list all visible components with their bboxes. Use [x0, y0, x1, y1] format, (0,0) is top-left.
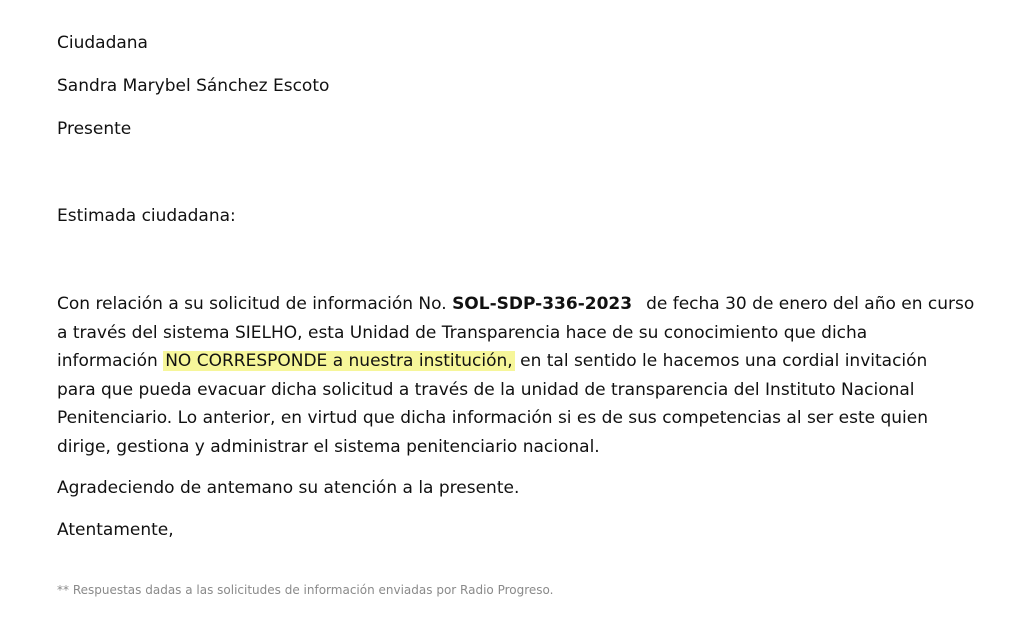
presente-label: Presente	[57, 119, 132, 139]
body-line-1	[57, 290, 987, 319]
body-paragraph	[57, 290, 987, 461]
closing-line: Atentamente,	[57, 520, 174, 540]
body-line-1-pre: Con relación a su solicitud de información No.	[57, 294, 453, 314]
body-line-3-pre: información	[57, 351, 164, 371]
greeting: Estimada ciudadana:	[57, 206, 236, 226]
salutation-title: Ciudadana	[57, 33, 148, 53]
body-line-3	[57, 347, 987, 376]
thanks-line: Agradeciendo de antemano su atención a la presente.	[57, 478, 520, 498]
body-line-4: para que pueda evacuar dicha solicitud a través de la unidad de transparencia del Instituto Nacional	[57, 379, 915, 400]
body-line-6: dirige, gestiona y administrar el sistema penitenciario nacional.	[57, 436, 600, 457]
body-line-1-post: de fecha 30 de enero del año en curso	[646, 294, 975, 314]
body-line-5: Penitenciario. Lo anterior, en virtud que dicha información si es de sus competencias al ser este quien	[57, 408, 929, 428]
footnote: ** Respuestas dadas a las solicitudes de información enviadas por Radio Progreso.	[57, 583, 554, 597]
recipient-name: Sandra Marybel Sánchez Escoto	[57, 76, 330, 96]
highlighted-text: NO CORRESPONDE a nuestra institución,	[165, 351, 513, 371]
request-number: SOL-SDP-336-2023	[452, 294, 633, 314]
body-line-3-post: en tal sentido le hacemos una cordial invitación	[514, 351, 928, 371]
body-line-2: a través del sistema SIELHO, esta Unidad de Transparencia hace de su conocimiento que dicha	[57, 322, 868, 343]
